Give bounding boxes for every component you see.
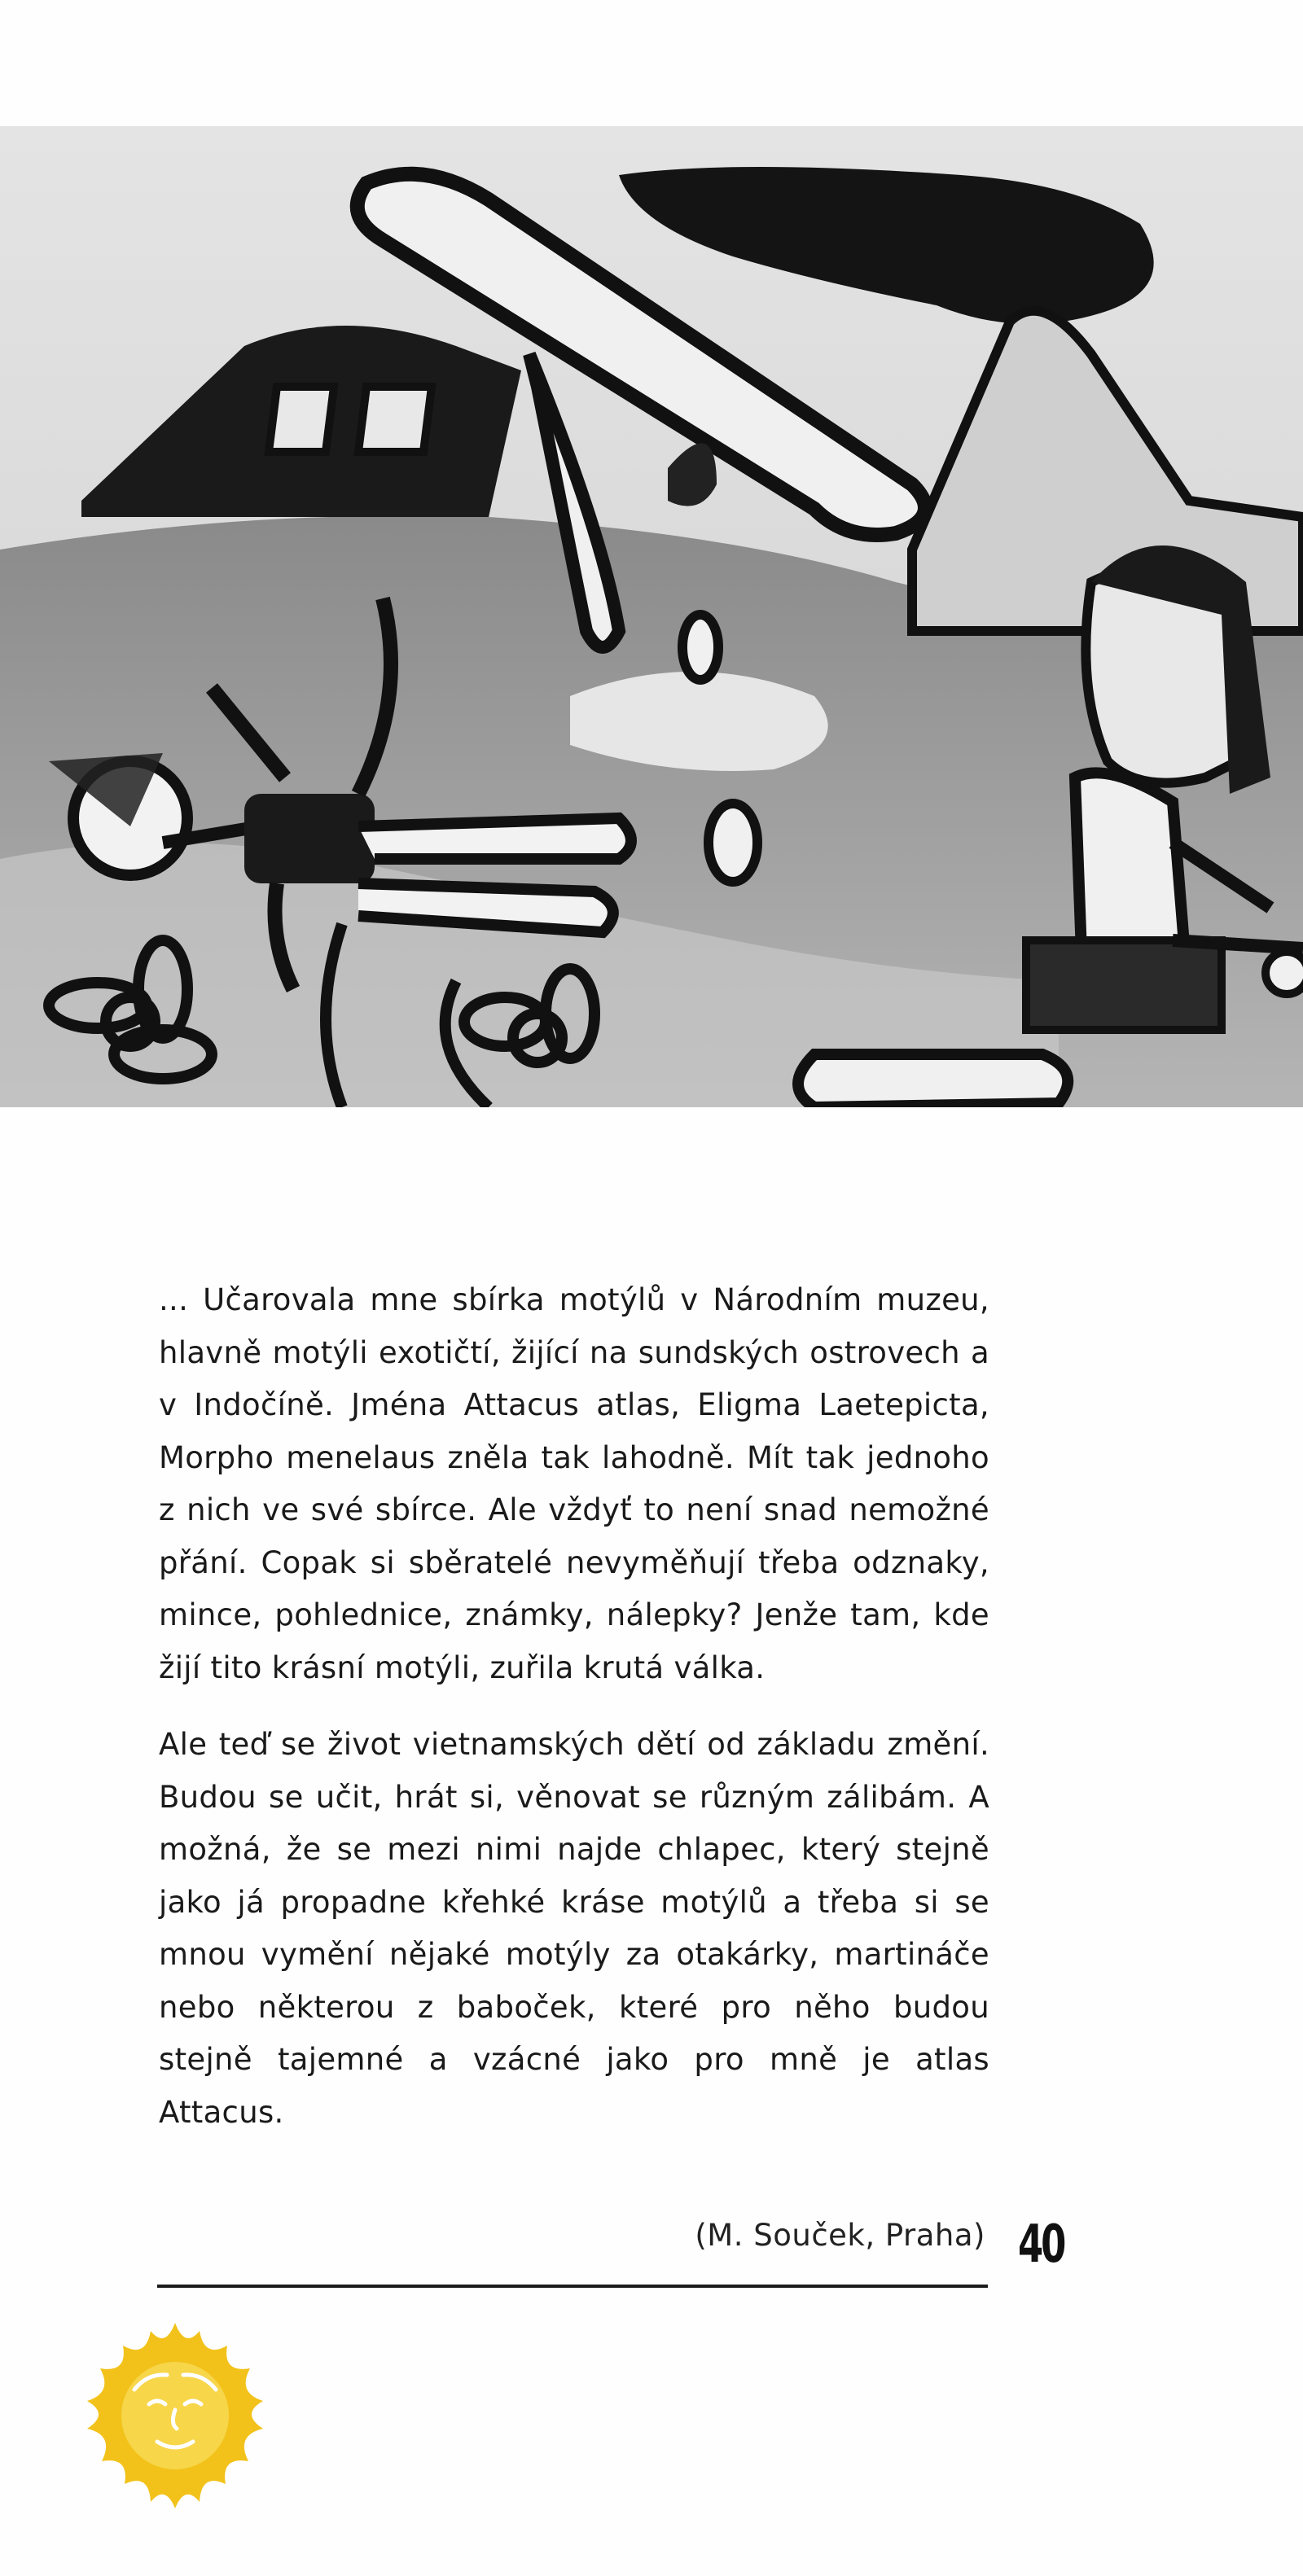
article-text <box>159 1274 989 2139</box>
divider-rule <box>157 2285 988 2288</box>
paragraph-1: ... Učarovala mne sbírka motýlů v Národním muzeu, hlavně motýli exotičtí, žijící na sundských ostrovech a v Indočíně. Jména Attacus atlas, Eligma Laetepicta, Morpho menelaus zněla tak lahodně. Mít tak jednoho z nich ve své sbírce. Ale vždyť to není snad nemožné přání. Copak si sběratelé nevyměňují třeba odznaky, mince, pohlednice, známky, nálepky? Jenže tam, kde žijí tito krásní motýli, zuřila krutá válka. <box>159 1282 989 1685</box>
paragraph-2: Ale teď se život vietnamských dětí od základu změní. Budou se učit, hrát si, věnovat se různým zálibám. A možná, že se mezi nimi najde chlapec, který stejně jako já propadne křehké kráse motýlů a třeba si se mnou vymění nějaké motýly za otakárky, martináče nebo některou z baboček, které pro něho budou stejně tajemné a vzácné jako pro mně je atlas Attacus. <box>159 1727 989 2130</box>
illustration-art <box>0 126 1303 1107</box>
sun-face-icon <box>77 2316 273 2512</box>
author-signature: (M. Souček, Praha) <box>695 2218 985 2253</box>
child-drawing-illustration <box>0 126 1303 1107</box>
page-number: 40 <box>1018 2215 1064 2275</box>
